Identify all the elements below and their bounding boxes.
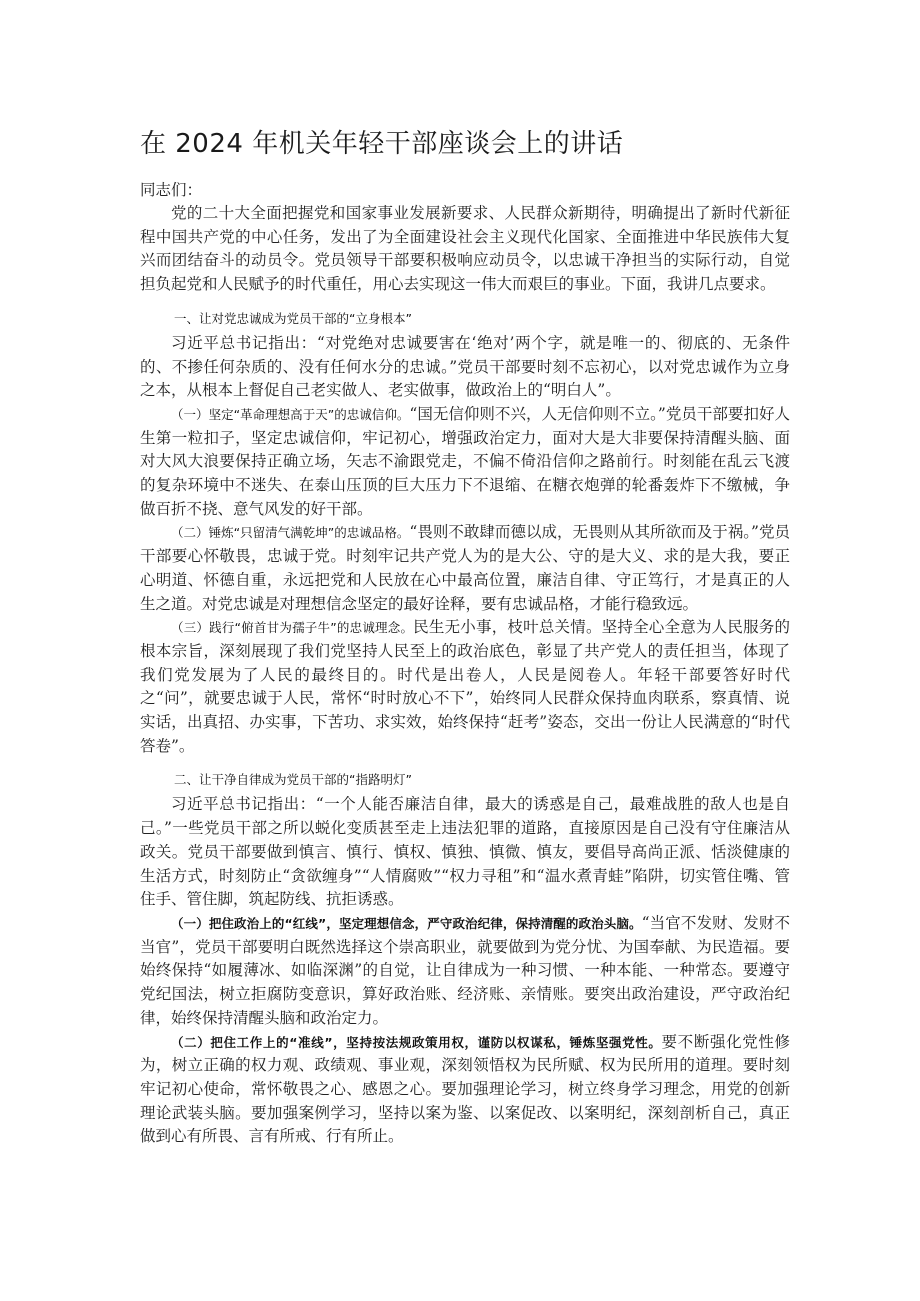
section-1-heading: 一、让对党忠诚成为党员干部的“立身根本” bbox=[174, 310, 412, 326]
document-page bbox=[140, 124, 790, 1149]
section-2-point-2-heading: （二）把住工作上的“准线”，坚持按法规政策用权，谨防以权谋私，锤炼坚强党性。 bbox=[171, 1034, 662, 1050]
section-2-point-1 bbox=[140, 912, 790, 1031]
section-1-point-1 bbox=[140, 403, 790, 522]
section-2-point-2-text: 要不断强化党性修为，树立正确的权力观、政绩观、事业观，深刻领悟权为民所赋、权为民所用的道理。要时刻牢记初心使命，常怀敬畏之心、感恩之心。要加强理论学习，树立终身学习理念，用党的创新理论武装头脑。要加强案例学习，坚持以案为鉴、以案促改、以案明纪，深刻剖析自己，真正做到心有所畏、言有所戒、行有所止。 bbox=[140, 1032, 790, 1146]
document-title: 在 2024 年机关年轻干部座谈会上的讲话 bbox=[140, 129, 624, 159]
section-2-point-1-heading: （一）把住政治上的“红线”，坚定理想信念，严守政治纪律，保持清醒的政治头脑。 bbox=[171, 915, 642, 931]
section-1-point-3 bbox=[140, 616, 790, 758]
salutation: 同志们： bbox=[140, 181, 203, 199]
section-1-lead: 习近平总书记指出：“对党绝对忠诚要害在‘绝对’两个字，就是唯一的、彻底的、无条件的、不掺任何杂质的、没有任何水分的忠诚。”党员干部要时刻不忘初心，以对党忠诚作为立身之本，从根本上督促自己老实做人、老实做事，做政治上的“明白人”。 bbox=[140, 333, 790, 400]
section-1-point-1-text: “国无信仰则不兴，人无信仰则不立。”党员干部要扣好人生第一粒扣子，坚定忠诚信仰，牢记初心，增强政治定力，面对大是大非要保持清醒头脑、面对大风大浪要保持正确立场，矢志不渝跟党走，不偏不倚沿信仰之路前行。时刻能在乱云飞渡的复杂环境中不迷失、在泰山压顶的巨大压力下不退缩、在糖衣炮弹的轮番轰炸下不缴械，争做百折不挠、意气风发的好干部。 bbox=[140, 404, 790, 518]
section-2-lead: 习近平总书记指出：“一个人能否廉洁自律，最大的诱惑是自己，最难战胜的敌人也是自己。”一些党员干部之所以蜕化变质甚至走上违法犯罪的道路，直接原因是自己没有守住廉洁从政关。党员干部要做到慎言、慎行、慎权、慎独、慎微、慎友，要倡导高尚正派、恬淡健康的生活方式，时刻防止“贪欲缠身”“人情腐败”“权力寻租”和“温水煮青蛙”陷阱，切实管住嘴、管住手、管住脚，筑起防线、抗拒诱惑。 bbox=[140, 795, 790, 909]
section-1-point-3-heading: （三）践行“俯首甘为孺子牛”的忠诚理念。 bbox=[171, 620, 414, 636]
section-1-point-2 bbox=[140, 521, 790, 616]
section-1-point-1-heading: （一）坚定“革命理想高于天”的忠诚信仰。 bbox=[171, 406, 410, 422]
section-1-point-3-text: 民生无小事，枝叶总关情。坚持全心全意为人民服务的根本宗旨，深刻展现了我们党坚持人民至上的政治底色，彰显了共产党人的责任担当，体现了我们党发展为了人民的最终目的。时代是出卷人，人民是阅卷人。年轻干部要答好时代之“问”，就要忠诚于人民，常怀“时时放心不下”，始终同人民群众保持血肉联系，察真情、说实话，出真招、办实事，下苦功、求实效，始终保持“赶考”姿态，交出一份让人民满意的“时代答卷”。 bbox=[140, 618, 790, 755]
section-1-point-2-heading: （二）锤炼“只留清气满乾坤”的忠诚品格。 bbox=[171, 525, 410, 541]
intro-paragraph: 党的二十大全面把握党和国家事业发展新要求、人民群众新期待，明确提出了新时代新征程中国共产党的中心任务，发出了为全面建设社会主义现代化国家、全面推进中华民族伟大复兴而团结奋斗的动员令。党员领导干部要积极响应动员令，以忠诚干净担当的实际行动，自觉担负起党和人民赋予的时代重任，用心去实现这一伟大而艰巨的事业。下面，我讲几点要求。 bbox=[140, 204, 790, 294]
section-1-point-2-text: “畏则不敢肆而德以成，无畏则从其所欲而及于祸。”党员干部要心怀敬畏，忠诚于党。时刻牢记共产党人为的是大公、守的是大义、求的是大我，要正心明道、怀德自重，永远把党和人民放在心中最高位置，廉洁自律、守正笃行，才是真正的人生之道。对党忠诚是对理想信念坚定的最好诠释，要有忠诚品格，才能行稳致远。 bbox=[140, 523, 790, 613]
section-2-heading: 二、让干净自律成为党员干部的“指路明灯” bbox=[174, 772, 412, 788]
section-2-point-2 bbox=[140, 1031, 790, 1150]
section-2-point-1-text: “当官不发财、发财不当官”，党员干部要明白既然选择这个崇高职业，就要做到为党分忧、为国奉献、为民造福。要始终保持“如履薄冰、如临深渊”的自觉，让自律成为一种习惯、一种本能、一种常态。要遵守党纪国法，树立拒腐防变意识，算好政治账、经济账、亲情账。要突出政治建设，严守政治纪律，始终保持清醒头脑和政治定力。 bbox=[140, 913, 790, 1027]
